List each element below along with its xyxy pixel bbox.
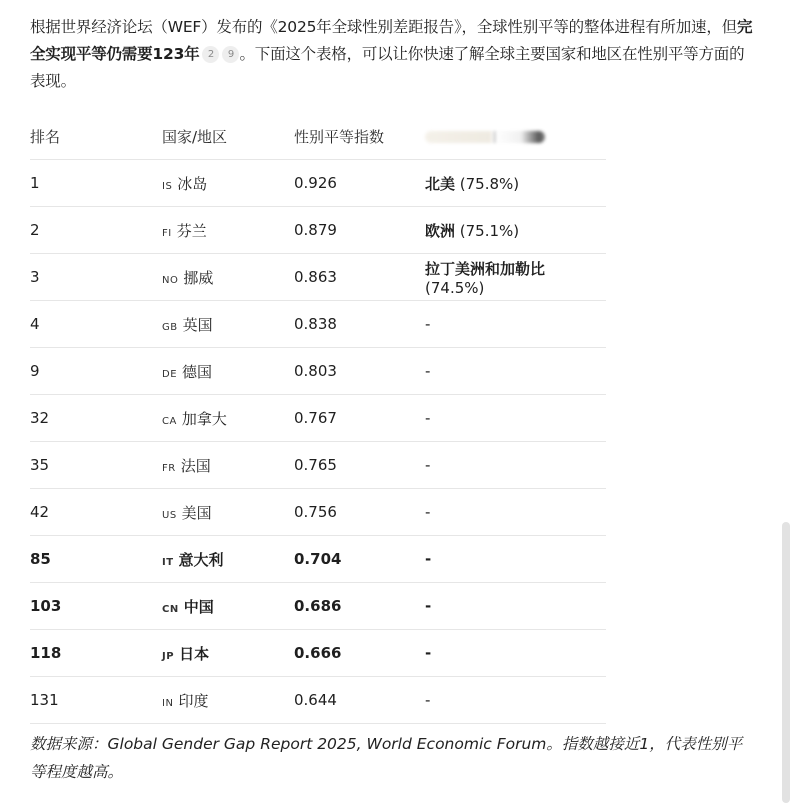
region-name: 拉丁美洲和加勒比 — [425, 259, 546, 278]
country-cell — [162, 536, 294, 583]
table-row — [30, 348, 606, 395]
table-body — [30, 160, 606, 724]
table-row — [30, 207, 606, 254]
score-cell: 0.704 — [294, 536, 425, 583]
country-name: 加拿大 — [181, 409, 227, 428]
header-country: 国家/地区 — [162, 114, 294, 160]
header-score: 性别平等指数 — [294, 114, 425, 160]
country-name: 冰岛 — [177, 174, 208, 193]
region-value: (75.8%) — [455, 174, 520, 193]
country-cell — [162, 630, 294, 677]
region-cell — [425, 160, 606, 207]
country-cell — [162, 348, 294, 395]
source-note: 数据来源：Global Gender Gap Report 2025, World Economic Forum。指数越接近1，代表性别平等程度越高。 — [30, 735, 743, 781]
country-cell — [162, 254, 294, 301]
table-row — [30, 583, 606, 630]
score-cell: 0.767 — [294, 395, 425, 442]
header-blurred — [425, 114, 606, 160]
region-cell — [425, 207, 606, 254]
score-cell: 0.838 — [294, 301, 425, 348]
table-row — [30, 489, 606, 536]
score-cell: 0.926 — [294, 160, 425, 207]
table-row — [30, 630, 606, 677]
country-cell — [162, 301, 294, 348]
country-code: IS — [162, 180, 173, 192]
country-code: CN — [162, 603, 179, 615]
citation-badge-9[interactable]: 9 — [222, 46, 239, 63]
table-row — [30, 254, 606, 301]
region-value: (75.1%) — [455, 221, 520, 240]
country-cell — [162, 207, 294, 254]
region-cell — [425, 677, 606, 724]
country-code: JP — [162, 650, 175, 662]
gender-gap-table — [30, 114, 606, 724]
region-value: - — [425, 691, 431, 709]
score-cell: 0.644 — [294, 677, 425, 724]
country-code: US — [162, 509, 177, 521]
region-value: (74.5%) — [425, 278, 485, 297]
table-row — [30, 442, 606, 489]
rank-cell: 85 — [30, 536, 162, 583]
citation-badge-2[interactable]: 2 — [202, 46, 219, 63]
intro-text: 根据世界经济论坛（WEF）发布的《2025年全球性别差距报告》，全球性别平等的整体进程有所加速，但 — [30, 18, 737, 36]
rank-cell: 103 — [30, 583, 162, 630]
region-value: - — [425, 362, 431, 380]
region-cell — [425, 630, 606, 677]
region-cell — [425, 442, 606, 489]
region-value: - — [425, 315, 431, 333]
region-value: - — [425, 644, 432, 662]
country-code: DE — [162, 368, 178, 380]
score-cell: 0.666 — [294, 630, 425, 677]
region-name: 北美 — [425, 174, 456, 193]
country-code: FI — [162, 227, 172, 239]
region-cell — [425, 395, 606, 442]
country-cell — [162, 442, 294, 489]
country-code: CA — [162, 415, 177, 427]
intro-paragraph — [30, 14, 755, 95]
country-code: NO — [162, 274, 179, 286]
rank-cell: 4 — [30, 301, 162, 348]
region-cell — [425, 583, 606, 630]
region-cell — [425, 536, 606, 583]
country-name: 德国 — [182, 362, 213, 381]
table-header-row — [30, 114, 606, 160]
country-name: 印度 — [178, 691, 209, 710]
intro-text-end: 。下面这个表格，可以让你快速了解全球主要国家和地区在性别平等方面的表现。 — [30, 45, 745, 90]
region-value: - — [425, 456, 431, 474]
country-name: 芬兰 — [176, 221, 207, 240]
table-row — [30, 677, 606, 724]
score-cell: 0.879 — [294, 207, 425, 254]
table-row — [30, 160, 606, 207]
rank-cell: 32 — [30, 395, 162, 442]
country-name: 中国 — [183, 597, 214, 616]
country-name: 挪威 — [183, 268, 214, 287]
region-cell — [425, 301, 606, 348]
country-cell — [162, 583, 294, 630]
country-cell — [162, 489, 294, 536]
country-cell — [162, 677, 294, 724]
scrollbar[interactable] — [782, 522, 790, 803]
country-cell — [162, 395, 294, 442]
blurred-header-text — [425, 131, 545, 143]
country-name: 法国 — [180, 456, 211, 475]
country-cell — [162, 160, 294, 207]
rank-cell: 42 — [30, 489, 162, 536]
header-rank: 排名 — [30, 114, 162, 160]
country-name: 日本 — [179, 644, 210, 663]
rank-cell: 35 — [30, 442, 162, 489]
table-row — [30, 536, 606, 583]
rank-cell: 131 — [30, 677, 162, 724]
rank-cell: 118 — [30, 630, 162, 677]
region-value: - — [425, 503, 431, 521]
country-code: IT — [162, 556, 174, 568]
score-cell: 0.686 — [294, 583, 425, 630]
score-cell: 0.863 — [294, 254, 425, 301]
country-code: GB — [162, 321, 178, 333]
country-code: IN — [162, 697, 174, 709]
table-row — [30, 395, 606, 442]
country-code: FR — [162, 462, 176, 474]
rank-cell: 1 — [30, 160, 162, 207]
region-name: 欧洲 — [425, 221, 456, 240]
rank-cell: 9 — [30, 348, 162, 395]
table-row — [30, 301, 606, 348]
score-cell: 0.756 — [294, 489, 425, 536]
region-cell — [425, 254, 606, 301]
rank-cell: 3 — [30, 254, 162, 301]
region-cell — [425, 348, 606, 395]
country-name: 意大利 — [178, 550, 224, 569]
rank-cell: 2 — [30, 207, 162, 254]
intro-bold-text: 完全实现平等仍需要123年 — [30, 18, 753, 63]
region-value: - — [425, 409, 431, 427]
region-value: - — [425, 550, 432, 568]
score-cell: 0.765 — [294, 442, 425, 489]
country-name: 美国 — [181, 503, 212, 522]
region-value: - — [425, 597, 432, 615]
country-name: 英国 — [182, 315, 213, 334]
score-cell: 0.803 — [294, 348, 425, 395]
region-cell — [425, 489, 606, 536]
